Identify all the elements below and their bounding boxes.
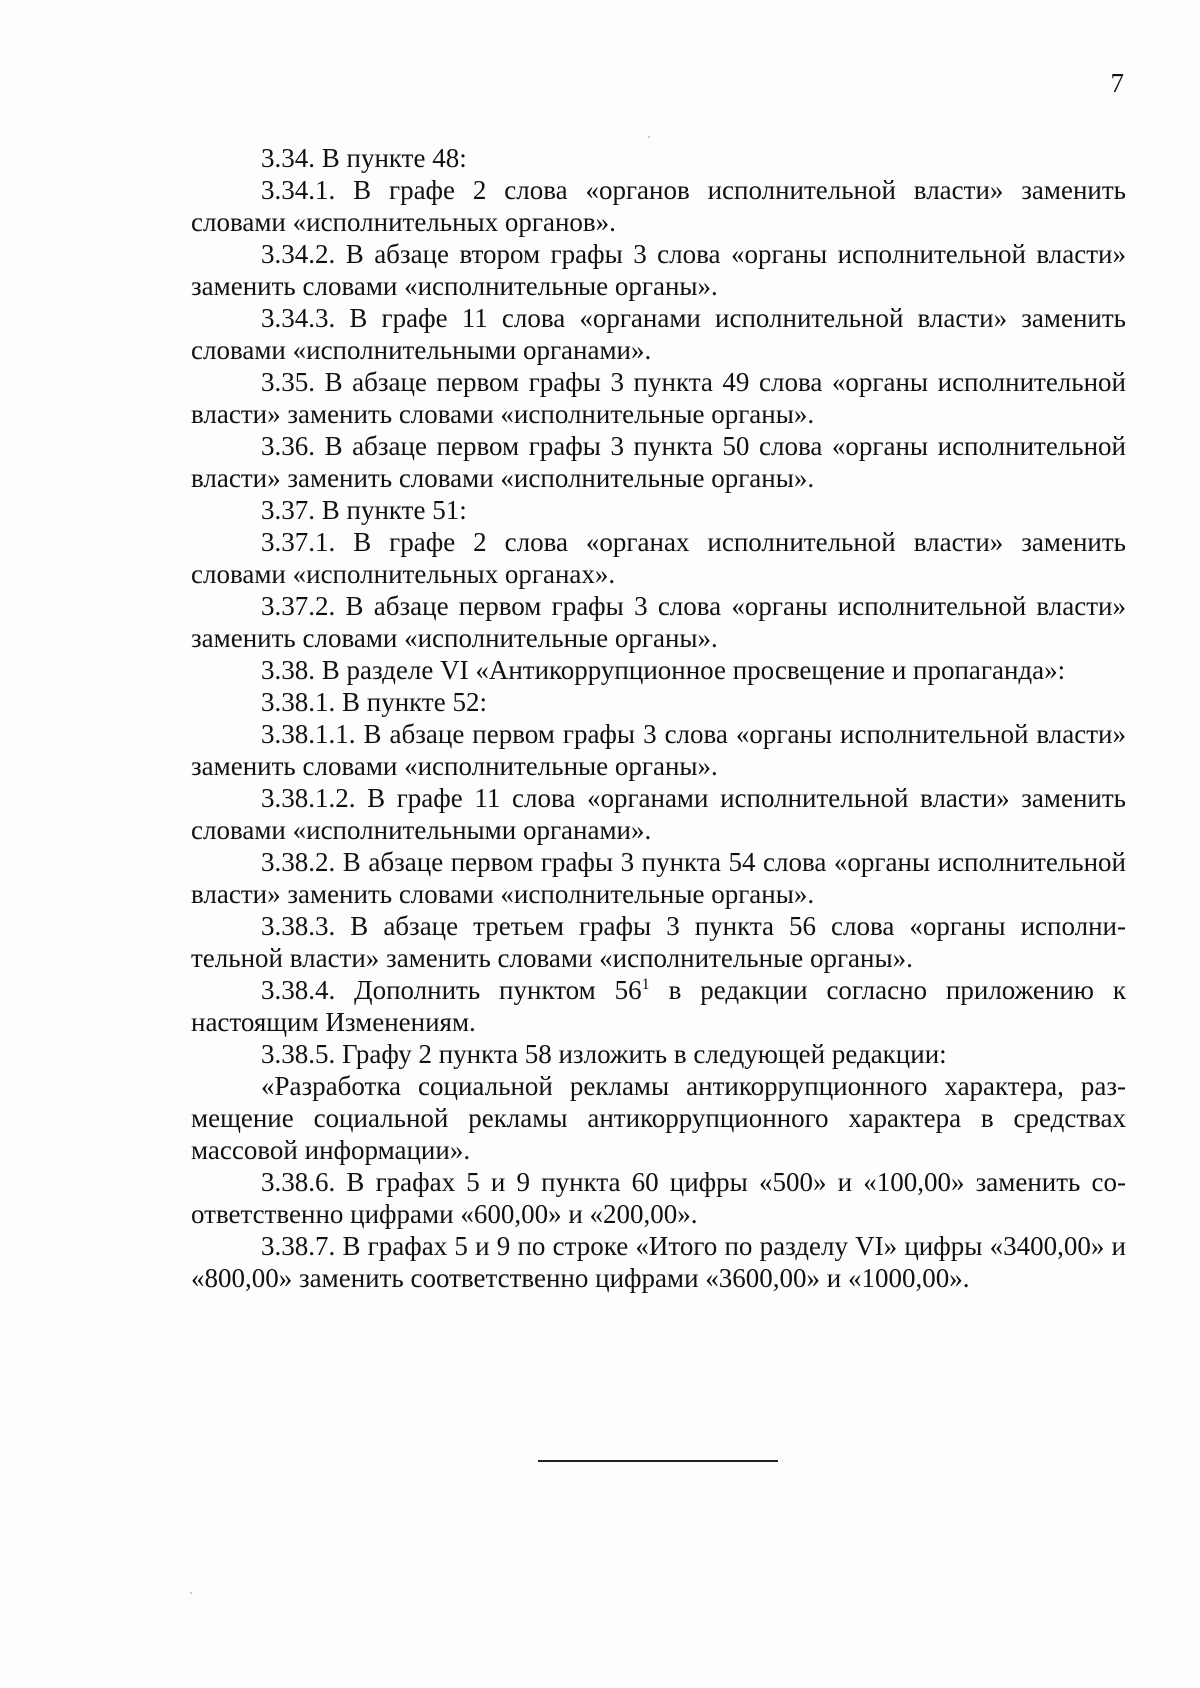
paragraph-3-34-2: 3.34.2. В абзаце втором графы 3 слова «органы исполнительной власти» заменить словами «исполнительные органы». <box>191 239 1126 301</box>
document-body <box>191 142 1126 1294</box>
paragraph-3-34-1: 3.34.1. В графе 2 слова «органов исполнительной власти» заменить словами «исполнительных органов». <box>191 175 1126 237</box>
paragraph-3-37-1: 3.37.1. В графе 2 слова «органах исполнительной власти» заменить словами «исполнительных органах». <box>191 527 1126 589</box>
scan-speck <box>190 1592 192 1594</box>
paragraph-3-38-6: 3.38.6. В графах 5 и 9 пункта 60 цифры «500» и «100,00» заменить соответственно цифрами «600,00» и «200,00». <box>191 1167 1126 1229</box>
paragraph-3-34: 3.34. В пункте 48: <box>261 143 467 173</box>
page-number: 7 <box>1110 68 1124 98</box>
paragraph-3-34-3: 3.34.3. В графе 11 слова «органами исполнительной власти» заменить словами «исполнительными органами». <box>191 303 1126 365</box>
paragraph-quote: «Разработка социальной рекламы антикоррупционного характера, размещение социальной рекламы антикоррупционного характера в средствах массовой информации». <box>191 1071 1126 1165</box>
paragraph-3-38-7: 3.38.7. В графах 5 и 9 по строке «Итого по разделу VI» цифры «3400,00» и «800,00» заменить соответственно цифрами «3600,00» и «1000,00». <box>191 1231 1126 1293</box>
paragraph-3-38-4 <box>191 974 1126 1038</box>
paragraph-3-38-5: 3.38.5. Графу 2 пункта 58 изложить в следующей редакции: <box>261 1039 947 1069</box>
paragraph-3-38-1: 3.38.1. В пункте 52: <box>261 687 487 717</box>
paragraph-3-38-1-1: 3.38.1.1. В абзаце первом графы 3 слова «органы исполнительной власти» заменить словами «исполнительные органы». <box>191 719 1126 781</box>
closing-rule <box>538 1460 778 1462</box>
paragraph-3-37-2: 3.37.2. В абзаце первом графы 3 слова «органы исполнительной власти» заменить словами «исполнительные органы». <box>191 591 1126 653</box>
paragraph-3-38-2: 3.38.2. В абзаце первом графы 3 пункта 54 слова «органы исполнительной власти» заменить словами «исполнительные органы». <box>191 847 1126 909</box>
paragraph-3-35: 3.35. В абзаце первом графы 3 пункта 49 слова «органы исполнительной власти» заменить словами «исполнительные органы». <box>191 367 1126 429</box>
paragraph-3-38-4-end: в редакции согласно приложению к настоящим Изменениям. <box>191 975 1127 1037</box>
paragraph-3-38-1-2: 3.38.1.2. В графе 11 слова «органами исполнительной власти» заменить словами «исполнительными органами». <box>191 783 1126 845</box>
paragraph-3-38-3: 3.38.3. В абзаце третьем графы 3 пункта 56 слова «органы исполнительной власти» заменить словами «исполнительные органы». <box>191 911 1126 973</box>
paragraph-3-36: 3.36. В абзаце первом графы 3 пункта 50 слова «органы исполнительной власти» заменить словами «исполнительные органы». <box>191 431 1126 493</box>
scan-speck <box>648 136 650 138</box>
superscript-index: 1 <box>641 976 650 993</box>
paragraph-3-38: 3.38. В разделе VI «Антикоррупционное просвещение и пропаганда»: <box>261 655 1066 685</box>
paragraph-3-37: 3.37. В пункте 51: <box>261 495 467 525</box>
paragraph-3-38-4-start: 3.38.4. Дополнить пунктом 56 <box>261 975 642 1005</box>
